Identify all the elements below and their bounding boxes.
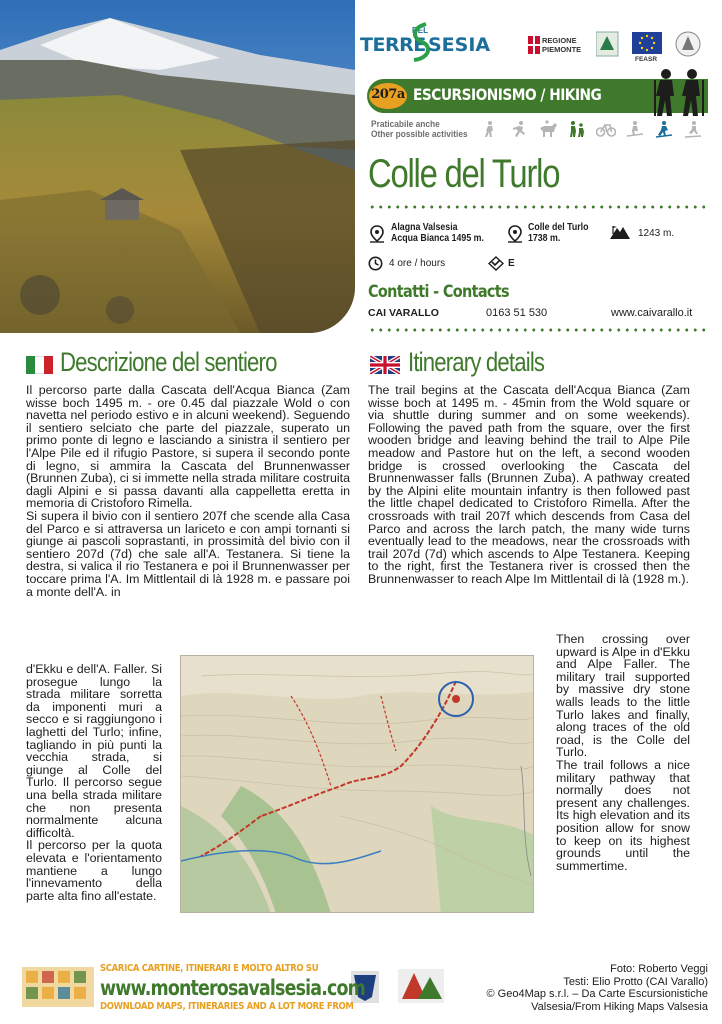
italian-paragraph-2: Si supera il bivio con il sentiero 207f che scende alla Casa del Parco e si attraversa un lariceto e con ampi tornanti si giunge ai pascoli soprastanti, in prossimità del bivio con il sentiero 207d (7d) che sale all'A. Testanera. Si tiene la destra, si valica il rio Testanera e poi il Brunnenwasser per toccare prima l'A. Im Mittlentail di là 1928 m. e passare poi a monte dell'A. in (26, 508, 350, 599)
english-paragraph-1: The trail begins at the Cascata dell'Acqua Bianca (Zam wisse boch at 1495 m. - 45min from the Wold square or via shuttle during summer and on some weekends). Following the paved path from the square, over the first wooden bridge and leaving behind the trail to Alpe Pile meadow and Pastore hut on the left, a second wooden bridge is crossed overlooking the Cascata del Brunnenwasser falls (Brunnen Zuba). A pathway created by the Alpini elite mountain infantry is then followed past the little chapel dedicated to Cristoforo Rimella. After the crossroads with trail 207f which descends from Casa del Parco and across the larch patch, the many wide turns eventually lead to the meadows, near the crossroads with trail 207d (7d) which ascends to Alpe Testanera. Keeping to the right, first the Testanera river is crossed then the Brunnenwasser to reach Alpe Im Mittlentail di là (1928 m.). (368, 383, 690, 586)
start-place: Alagna Valsesia (391, 222, 458, 233)
cross-country-ski-icon (683, 119, 703, 139)
contact-website[interactable]: www.caivarallo.it (611, 307, 693, 319)
footer-url-link[interactable]: www.monterosavalsesia.com (100, 976, 365, 1000)
end-info (528, 222, 597, 244)
italian-section-title: Descrizione del sentiero (60, 347, 277, 377)
elevation-gain: 1243 m. (638, 228, 675, 239)
start-detail: Acqua Bianca 1495 m. (391, 233, 484, 244)
activity-icons (480, 119, 703, 143)
running-icon (509, 119, 529, 139)
italian-flag-icon (26, 356, 53, 374)
english-paragraph-2: Then crossing over upward is Alpe in d'Ekku and Alpe Faller. The military trail supported by massive dry stone walls leads to the little Turlo lakes and finally, along traces of the old road, is the Colle del Turlo. (556, 632, 690, 760)
english-text-side (556, 633, 690, 872)
contact-phone: 0163 51 530 (486, 307, 548, 319)
activities-label-it: Praticabile anche (371, 119, 440, 130)
activities-label-en: Other possible activities (371, 129, 468, 140)
italian-text-side (26, 663, 162, 902)
footer-line-en: DOWNLOAD MAPS, ITINERARIES AND A LOT MORE FROM (100, 1001, 354, 1012)
bicycle-icon (596, 119, 616, 139)
elevation-icon (609, 224, 631, 240)
italian-paragraph-1: Il percorso parte dalla Cascata dell'Acqua Bianca (Zam wisse boch 1495 m. - ore 0.45 dal piazzale Wold o con navetta nel periodo estivo e in alcuni weekend). Seguendo il sentiero selciato che parte del piazzale, superato un primo ponte di legno e lasciando a sinistra il sentiero per l'Alpe Pile ed il rifugio Pastore, si supera il secondo ponte di legno, si ammira la Cascata del Brunnenwasser (Brunnen Zuba), ci si immette nella strada militare costruita dagli Alpini e si passa davanti alla cappelletta eretta in memoria di Cristoforo Rimella. (26, 383, 350, 511)
end-location-icon (507, 225, 523, 243)
contacts-title: Contatti - Contacts (368, 282, 509, 302)
terre-del-sesia-logo (360, 20, 491, 68)
uk-flag-icon (370, 356, 400, 374)
credit-photo: Foto: Roberto Veggi (610, 963, 708, 975)
snowshoe-icon (654, 119, 674, 139)
trail-number-badge (369, 83, 407, 109)
dotted-divider-2 (368, 327, 710, 333)
regione-line2: PIEMONTE (542, 45, 582, 54)
activities-label (371, 120, 468, 140)
feasr-label: FEASR (635, 56, 658, 63)
ski-touring-icon (625, 119, 645, 139)
english-text-top (368, 384, 690, 586)
credit-map-2: Valsesia/From Hiking Maps Valsesia (531, 1000, 708, 1013)
difficulty-icon (488, 256, 504, 271)
end-detail: 1738 m. (528, 233, 561, 244)
contact-name: CAI VARALLO (368, 307, 439, 319)
footer-line-it: SCARICA CARTINE, ITINERARI E MOLTO ALTRO SU (100, 963, 319, 974)
eu-logos (596, 30, 706, 66)
logo-text-terre: TERRE (360, 34, 426, 56)
duration: 4 ore / hours (389, 258, 446, 269)
clock-icon (368, 256, 383, 271)
hikers-icon (650, 66, 710, 118)
family-hiking-icon (567, 119, 587, 139)
logo-text-sesia: SESIA (428, 34, 491, 56)
credit-text: Testi: Elio Protto (CAI Varallo) (563, 975, 708, 988)
regione-piemonte-logo (528, 36, 588, 56)
walking-icon (480, 119, 500, 139)
start-info (391, 222, 497, 244)
credits (487, 963, 708, 1013)
regione-shield-icon (528, 36, 540, 54)
trail-photo (0, 0, 355, 333)
english-paragraph-3: The trail follows a nice military pathway that normally does not present any challenges. Its high elevation and its position allow for snow to keep on its highest grounds until the summertime. (556, 757, 690, 873)
italian-paragraph-3: d'Ekku e dell'A. Faller. Si prosegue lungo la strada militare sorretta da imponenti muri a secco e si raggiungono i laghetti del Turlo; infine, tagliando in più punti la vecchia strada, si giunge al Colle del Turlo. Il percorso segue una bella strada militare che non presenta normalmente alcuna difficoltà. (26, 662, 162, 840)
difficulty-grade: E (508, 258, 515, 269)
italian-text-top (26, 384, 350, 598)
regione-line1: REGIONE (542, 36, 577, 45)
end-place: Colle del Turlo (528, 222, 589, 233)
trail-map (180, 655, 534, 913)
category-title: ESCURSIONISMO / HIKING (413, 85, 602, 104)
italian-paragraph-4: Il percorso per la quota elevata e l'orientamento mantiene a lungo l'innevamento della parte alta fino all'estate. (26, 838, 162, 903)
page-title: Colle del Turlo (368, 152, 560, 196)
logo-text-del: DEL (412, 26, 428, 35)
dotted-divider-1 (368, 204, 710, 210)
start-location-icon (369, 225, 385, 243)
trail-number: 207a (371, 87, 405, 102)
english-section-title: Itinerary details (408, 347, 545, 377)
horse-riding-icon (538, 119, 558, 139)
credit-map-1: © Geo4Map s.r.l. – Da Carte Escursionistiche (486, 988, 708, 1000)
